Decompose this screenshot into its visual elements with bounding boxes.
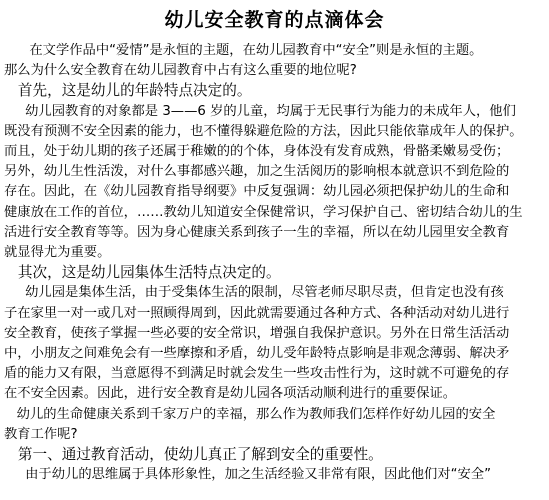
paragraph-line: 就显得尤为重要。 (4, 245, 111, 260)
paragraph-line: 教育工作呢? (4, 426, 78, 442)
paragraph-line: 另外，幼儿生性活泼，对什么事都感兴趣，加之生活阅历的影响根本就意识不到危险的 (4, 164, 510, 180)
paragraph-line: 由于幼儿的思维属于具体形象性，加之生活经验又非常有限，因此他们对“安全” (4, 467, 492, 483)
paragraph-line: 在文学作品中“爱情”是永恒的主题，在幼儿园教育中“安全”则是永恒的主题。 (4, 43, 483, 58)
section-heading-line: 其次，这是幼儿园集体生活特点决定的。 (4, 264, 281, 282)
document-title: 幼儿安全教育的点滴体会 (164, 9, 385, 31)
section-heading-line: 第一、通过教育活动，使幼儿真正了解到安全的重要性。 (4, 446, 383, 463)
paragraph-line: 那么为什么安全教育在幼儿园教育中占有这么重要的地位呢? (4, 63, 357, 79)
paragraph-line: 幼儿的生命健康关系到千家万户的幸福，那么作为教师我们怎样作好幼儿园的安全 (4, 406, 496, 422)
paragraph-line: 幼儿园教育的对象都是 3——6 岁的儿童，均属于无民事行为能力的未成年人，他们 (4, 103, 516, 119)
paragraph-line: 活进行安全教育等等。因为身心健康关系到孩子一生的幸福，所以在幼儿园里安全教育 (4, 224, 510, 240)
paragraph-line: 盾的能力又有限，当意愿得不到满足时就会发生一些攻击性行为，这时就不可避免的存 (4, 366, 510, 382)
paragraph-line: 在不安全因素。因此，进行安全教育是幼儿园各项活动顺利进行的重要保证。 (4, 386, 457, 402)
paragraph-line: 存在。因此，在《幼儿园教育指导纲要》中反复强调：幼儿园必须把保护幼儿的生命和 (4, 184, 510, 200)
paragraph-line: 健康放在工作的首位，……教幼儿知道安全保健常识，学习保护自己、密切结合幼儿的生 (4, 204, 523, 220)
paragraph-line: 幼儿园是集体生活，由于受集体生活的限制，尽管老师尽职尽责，但肯定也没有孩 (4, 285, 504, 301)
paragraph-line: 既没有预测不安全因素的能力，也不懂得躲避危险的方法，因此只能依靠成年人的保护。 (4, 123, 523, 139)
section-heading-line: 首先，这是幼儿的年龄特点决定的。 (4, 82, 252, 100)
paragraph-line: 安全教育，使孩子掌握一些必要的安全常识，增强自我保护意识。另外在日常生活活动 (4, 325, 510, 341)
paragraph-line: 子在家里一对一或几对一照顾得周到，因此就需要通过各种方式、各种活动对幼儿进行 (4, 305, 510, 321)
paragraph-line: 而且，处于幼儿期的孩子还属于稚嫩的的个体，身体没有发育成熟，骨骼柔嫩易受伤； (4, 144, 510, 159)
paragraph-line: 中，小朋友之间难免会有一些摩擦和矛盾，幼儿受年龄特点影响是非观念薄弱、解决矛 (4, 346, 510, 361)
